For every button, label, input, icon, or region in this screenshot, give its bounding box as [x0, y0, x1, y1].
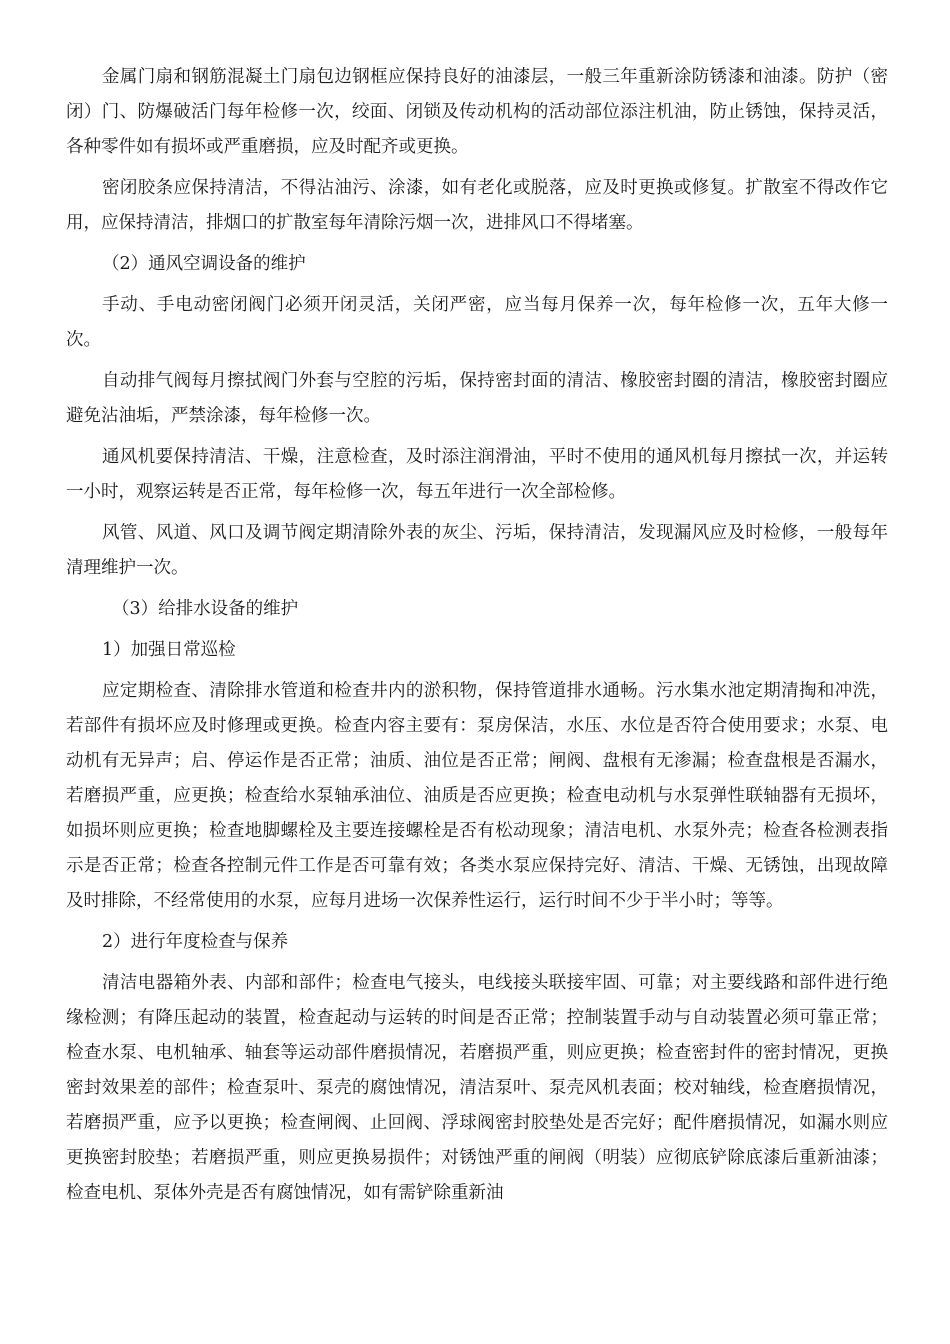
- paragraph-annual-maintenance: 清洁电器箱外表、内部和部件；检查电气接头，电线接头联接牢固、可靠；对主要线路和部件进行绝缘检测；有降压起动的装置，检查起动与运转的时间是否正常；控制装置手动与自动装置必须可靠正常；检查水泵、电机轴承、轴套等运动部件磨损情况，若磨损严重，则应更换；检查密封件的密封情况，更换密封效果差的部件；检查泵叶、泵壳的腐蚀情况，清洁泵叶、泵壳风机表面；校对轴线，检查磨损情况，若磨损严重，应予以更换；检查闸阀、止回阀、浮球阀密封胶垫处是否完好；配件磨损情况，如漏水则应更换密封胶垫；若磨损严重，则应更换易损件；对锈蚀严重的闸阀（明装）应彻底铲除底漆后重新油漆；检查电机、泵体外壳是否有腐蚀情况，如有需铲除重新油: [66, 973, 888, 1203]
- paragraph-daily-inspection: 应定期检查、清除排水管道和检查井内的淤积物，保持管道排水通畅。污水集水池定期清掏和冲洗，若部件有损坏应及时修理或更换。检查内容主要有：泵房保洁，水压、水位是否符合使用要求；水泵、电动机有无异声；启、停运作是否正常；油质、油位是否正常；闸阀、盘根有无渗漏；检查盘根是否漏水，若磨损严重，应更换；检查给水泵轴承油位、油质是否应更换；检查电动机与水泵弹性联轴器有无损坏，如损坏则应更换；检查地脚螺栓及主要连接螺栓是否有松动现象；清洁电机、水泵外壳；检查各检测表指示是否正常；检查各控制元件工作是否可靠有效；各类水泵应保持完好、清洁、干燥、无锈蚀，出现故障及时排除，不经常使用的水泵，应每月进场一次保养性运行，运行时间不少于半小时；等等。: [66, 681, 888, 911]
- paragraph-sealing-strip: 密闭胶条应保持清洁，不得沾油污、涂漆，如有老化或脱落，应及时更换或修复。扩散室不得改作它用，应保持清洁，排烟口的扩散室每年清除污烟一次，进排风口不得堵塞。: [66, 178, 888, 233]
- section-heading-water-supply: （3）给排水设备的维护: [112, 599, 299, 619]
- paragraph-door-maintenance: 金属门扇和钢筋混凝土门扇包边钢框应保持良好的油漆层，一般三年重新涂防锈漆和油漆。防护（密闭）门、防爆破活门每年检修一次，绞面、闭锁及传动机构的活动部位添注机油，防止锈蚀，保持灵活，各种零件如有损坏或严重磨损，应及时配齐或更换。: [66, 67, 888, 157]
- subsection-heading-daily-inspection: 1）加强日常巡检: [102, 640, 236, 660]
- document-page: [66, 60, 888, 1217]
- section-heading-ventilation: （2）通风空调设备的维护: [102, 254, 306, 274]
- paragraph-ventilator: 通风机要保持清洁、干燥，注意检查，及时添注润滑油，平时不使用的通风机每月擦拭一次，并运转一小时，观察运转是否正常，每年检修一次，每五年进行一次全部检修。: [66, 447, 888, 502]
- subsection-heading-annual-maintenance: 2）进行年度检查与保养: [102, 932, 289, 952]
- paragraph-air-duct: 风管、风道、风口及调节阀定期清除外表的灰尘、污垢，保持清洁，发现漏风应及时检修，一般每年清理维护一次。: [66, 523, 888, 578]
- paragraph-airtight-valve: 手动、手电动密闭阀门必须开闭灵活，关闭严密，应当每月保养一次，每年检修一次，五年大修一次。: [66, 295, 888, 350]
- paragraph-exhaust-valve: 自动排气阀每月擦拭阀门外套与空腔的污垢，保持密封面的清洁、橡胶密封圈的清洁，橡胶密封圈应避免沾油垢，严禁涂漆，每年检修一次。: [66, 371, 888, 426]
